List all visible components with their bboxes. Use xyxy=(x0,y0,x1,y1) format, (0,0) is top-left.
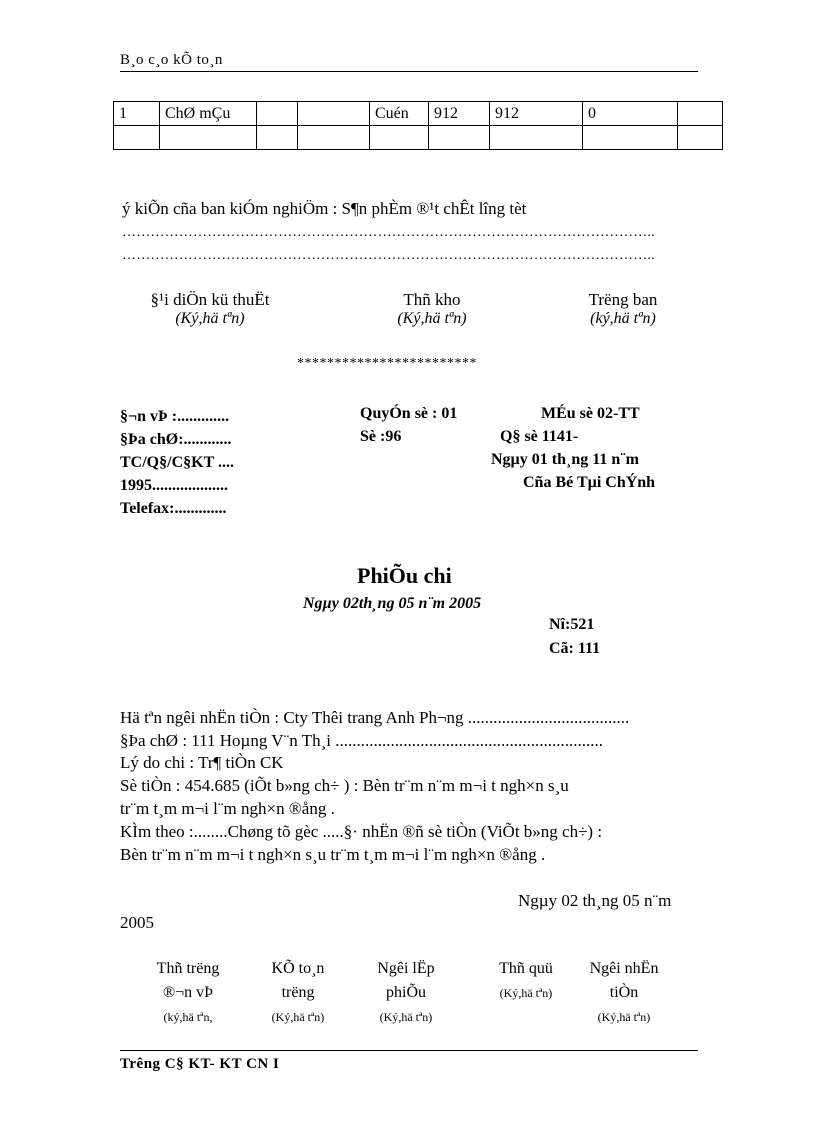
header-rule xyxy=(120,71,698,72)
signature-role: tiÒn xyxy=(609,984,639,1001)
amount-continued-line: tr¨m t¸m m¬i l¨m ngh×n ®ång . xyxy=(120,799,335,818)
signature-note: (ký,hä tªn) xyxy=(590,310,656,327)
telefax-line: Telefax:............. xyxy=(120,500,227,517)
regulation-line: TC/Q§/C§KT .... xyxy=(120,454,234,471)
signature-note: (Ký,hä tªn) xyxy=(597,1010,651,1024)
table-cell xyxy=(298,126,370,150)
table-cell xyxy=(257,126,298,150)
table-cell: 1 xyxy=(114,102,160,126)
table-row xyxy=(114,126,723,150)
table-cell xyxy=(257,102,298,126)
signature-note: (Ký,hä tªn) xyxy=(397,310,467,327)
signature-block-receiver xyxy=(576,957,672,1029)
signature-note: (ký,hä tªn, xyxy=(163,1010,213,1024)
signature-role: ®¬n vÞ xyxy=(162,984,214,1001)
voucher-number: Sè :96 xyxy=(360,428,402,445)
sign-year: 2005 xyxy=(120,913,154,932)
signature-note: (Ký,hä tªn) xyxy=(271,1010,325,1024)
decision-number: Q§ sè 1141- xyxy=(500,428,579,445)
page-footer: Trêng C§ KT- KT CN I xyxy=(120,1056,280,1072)
amount-in-words-line: Bèn tr¨m n¨m m¬i t ngh×n s¸u tr¨m t¸m m¬i l¨m ngh×n ®ång . xyxy=(120,845,546,864)
table-cell xyxy=(370,126,429,150)
form-code: MÉu sè 02-TT xyxy=(541,405,640,422)
signature-block-storekeeper xyxy=(362,290,502,328)
signature-role: trëng xyxy=(281,984,315,1001)
table-cell: 912 xyxy=(429,102,490,126)
table-cell xyxy=(490,126,583,150)
table-cell: 912 xyxy=(490,102,583,126)
table-cell xyxy=(160,126,257,150)
sign-date: Ngµy 02 th¸ng 05 n¨m xyxy=(518,891,672,910)
signature-role: Thñ kho xyxy=(403,290,461,309)
table-cell xyxy=(678,126,723,150)
table-cell xyxy=(429,126,490,150)
signature-role: Trëng ban xyxy=(588,290,658,309)
star-separator: ************************ xyxy=(297,356,477,371)
signature-role: KÕ to¸n xyxy=(271,960,325,977)
signature-role: Thñ quü xyxy=(499,960,553,977)
signature-note: (Ký,hä tªn) xyxy=(499,986,553,1000)
address-line: §Þa chØ:............ xyxy=(120,431,232,448)
recipient-line: Hä tªn ngêi nhËn tiÒn : Cty Thêi trang Anh Ph¬ng ...................................... xyxy=(120,708,630,727)
year-line: 1995................... xyxy=(120,477,228,494)
dotted-line: ………………………………………………………………………………………………….. xyxy=(122,225,655,240)
voucher-date: Ngµy 02th¸ng 05 n¨m 2005 xyxy=(303,595,482,612)
signature-block-director xyxy=(140,957,236,1029)
unit-line: §¬n vÞ :............. xyxy=(120,408,230,425)
reason-line: Lý do chi : Tr¶ tiÒn CK xyxy=(120,753,284,772)
signature-block-technician xyxy=(130,290,290,328)
attachments-line: KÌm theo :........Chøng tõ gèc .....§· nhËn ®ñ sè tiÒn (ViÕt b»ng ch÷) : xyxy=(120,822,603,841)
amount-line: Sè tiÒn : 454.685 (iÕt b»ng ch÷ ) : Bèn tr¨m n¨m m¬i t ngh×n s¸u xyxy=(120,776,569,795)
table-cell xyxy=(114,126,160,150)
signature-block-preparer xyxy=(358,957,454,1029)
signature-role: Ngêi lËp xyxy=(377,960,435,977)
decision-date: Ngµy 01 th¸ng 11 n¨m xyxy=(491,451,639,468)
signature-role: §¹i diÖn kü thuËt xyxy=(150,290,270,309)
inspection-comment: ý kiÕn cña ban kiÓm nghiÖm : S¶n phÈm ®¹t chÊt lîng tèt xyxy=(122,199,527,218)
credit-account: Cã: 111 xyxy=(549,640,601,657)
signature-role: Thñ trëng xyxy=(156,960,220,977)
signature-note: (Ký,hä tªn) xyxy=(175,310,245,327)
page-title: PhiÕu chi xyxy=(357,563,452,588)
unit-info-block xyxy=(120,405,234,520)
table-cell xyxy=(298,102,370,126)
address-detail-line: §Þa chØ : 111 Hoµng V¨n Th¸i ............................................................... xyxy=(120,731,603,750)
table-cell: 0 xyxy=(583,102,678,126)
signature-note: (Ký,hä tªn) xyxy=(379,1010,433,1024)
table-cell xyxy=(583,126,678,150)
table-cell xyxy=(678,102,723,126)
footer-rule xyxy=(120,1050,698,1051)
signature-role: phiÕu xyxy=(386,984,426,1001)
table-cell: Cuén xyxy=(370,102,429,126)
table-cell: ChØ mÇu xyxy=(160,102,257,126)
book-number: QuyÓn sè : 01 xyxy=(360,405,458,422)
signature-role: Ngêi nhËn xyxy=(589,960,659,977)
items-table xyxy=(113,101,723,150)
signature-block-board-head xyxy=(558,290,688,328)
ministry-name: Cña Bé Tµi ChÝnh xyxy=(523,474,656,491)
dotted-line: ………………………………………………………………………………………………….. xyxy=(122,248,655,263)
signature-block-chief-accountant xyxy=(250,957,346,1029)
page-header-title: B¸o c¸o kÕ to¸n xyxy=(120,52,223,68)
debit-account: Nî:521 xyxy=(549,616,595,633)
signature-block-cashier xyxy=(478,957,574,1005)
table-row xyxy=(114,102,723,126)
